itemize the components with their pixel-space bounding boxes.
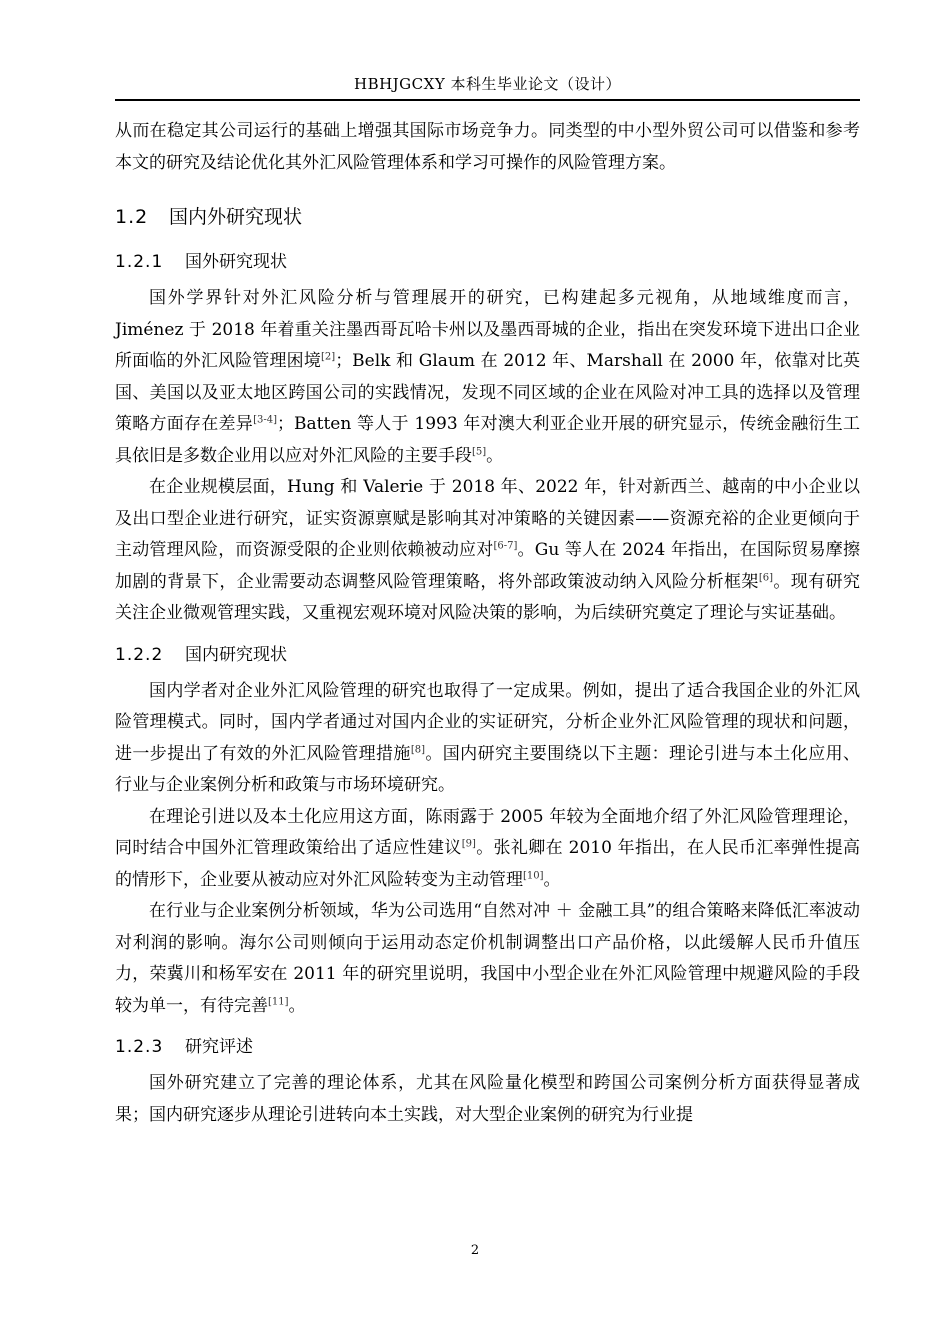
citation: [10] xyxy=(523,869,544,881)
citation: [2] xyxy=(321,351,336,363)
section-title: 国内外研究现状 xyxy=(169,206,303,228)
paragraph-domestic-3 xyxy=(115,896,860,1022)
subsection-heading-1-2-2 xyxy=(115,640,860,670)
citation: [9] xyxy=(461,838,476,850)
citation: [11] xyxy=(268,995,289,1007)
citation: [5] xyxy=(472,445,487,457)
subsection-heading-1-2-3 xyxy=(115,1032,860,1062)
subsection-title: 研究评述 xyxy=(185,1037,253,1057)
subsection-title: 国内研究现状 xyxy=(185,644,287,665)
page-body xyxy=(115,116,860,1131)
text-run: 。Gu 等人在 2024 年指出，在国际贸易摩擦加剧的背景下，企业需要动态调整风险管理策略，将外部政策波动纳入风险分析框架 xyxy=(115,540,860,592)
paragraph-foreign-2 xyxy=(115,472,860,630)
subsection-number: 1.2.1 xyxy=(115,252,164,272)
citation: [6] xyxy=(758,571,773,583)
section-heading-1-2 xyxy=(115,201,860,233)
paragraph-review: 国外研究建立了完善的理论体系，尤其在风险量化模型和跨国公司案例分析方面获得显著成果；国内研究逐步从理论引进转向本土实践，对大型企业案例的研究为行业提 xyxy=(115,1073,860,1125)
text-run: 。 xyxy=(543,869,561,890)
citation: [3-4] xyxy=(253,414,277,426)
text-run: ；Belk 和 Glaum 在 2012 年、Marshall 在 2000 年，依靠对比英国、美国以及亚太地区跨国公司的实践情况，发现不同区域的企业在风险对冲工具的选择以及管理策略方面存在差异 xyxy=(115,351,860,434)
paragraph-foreign-1 xyxy=(115,283,860,472)
text-run: 在企业规模层面，Hung 和 Valerie 于 2018 年、2022 年，针对新西兰、越南的中小企业以及出口型企业进行研究，证实资源禀赋是影响其对冲策略的关键因素——资源充裕的企业更倾向于主动管理风险，而资源受限的企业则依赖被动应对 xyxy=(115,477,860,560)
text-run: 在行业与企业案例分析领域，华为公司选用“自然对冲 ＋ 金融工具”的组合策略来降低汇率波动对利润的影响。海尔公司则倾向于运用动态定价机制调整出口产品价格，以此缓解人民币升值压力，荣冀川和杨军安在 2011 年的研究里说明，我国中小型企业在外汇风险管理中规避风险的手段较为单一，有待完善 xyxy=(115,901,860,1016)
text-run: ；Batten 等人于 1993 年对澳大利亚企业开展的研究显示，传统金融衍生工具依旧是多数企业用以应对外汇风险的主要手段 xyxy=(115,414,861,466)
subsection-number: 1.2.3 xyxy=(115,1037,164,1057)
text-run: 。 xyxy=(486,445,504,466)
text-run: 。现有研究关注企业微观管理实践，又重视宏观环境对风险决策的影响，为后续研究奠定了理论与实证基础。 xyxy=(115,571,861,623)
subsection-number: 1.2.2 xyxy=(115,644,164,665)
paragraph-domestic-2 xyxy=(115,802,860,897)
page-number: 2 xyxy=(470,1243,480,1258)
subsection-heading-1-2-1 xyxy=(115,247,860,277)
citation: [8] xyxy=(410,743,425,755)
paragraph-continued: 从而在稳定其公司运行的基础上增强其国际市场竞争力。同类型的中小型外贸公司可以借鉴和参考本文的研究及结论优化其外汇风险管理体系和学习可操作的风险管理方案。 xyxy=(115,121,860,173)
running-header: HBHJGCXY 本科生毕业论文（设计） xyxy=(353,75,621,93)
text-run: 国内学者对企业外汇风险管理的研究也取得了一定成果。例如，提出了适合我国企业的外汇风险管理模式。同时，国内学者通过对国内企业的实证研究，分析企业外汇风险管理的现状和问题，进一步提出了有效的外汇风险管理措施 xyxy=(115,680,860,764)
citation: [6-7] xyxy=(493,540,518,552)
section-number: 1.2 xyxy=(115,206,149,228)
text-run: 。张礼卿在 2010 年指出，在人民币汇率弹性提高的情形下，企业要从被动应对外汇风险转变为主动管理 xyxy=(115,838,861,890)
header-rule xyxy=(115,99,860,101)
text-run: 。国内研究主要围绕以下主题：理论引进与本土化应用、行业与企业案例分析和政策与市场环境研究。 xyxy=(115,743,861,795)
text-run: 在理论引进以及本土化应用这方面，陈雨露于 2005 年较为全面地介绍了外汇风险管理理论，同时结合中国外汇管理政策给出了适应性建议 xyxy=(115,806,860,858)
subsection-title: 国外研究现状 xyxy=(185,252,287,272)
text-run: 国外学界针对外汇风险分析与管理展开的研究，已构建起多元视角，从地域维度而言，Jiménez 于 2018 年着重关注墨西哥瓦哈卡州以及墨西哥城的企业，指出在突发环境下进出口企业所面临的外汇风险管理困境 xyxy=(115,288,860,371)
text-run: 。 xyxy=(288,995,306,1016)
paragraph-domestic-1 xyxy=(115,676,860,802)
